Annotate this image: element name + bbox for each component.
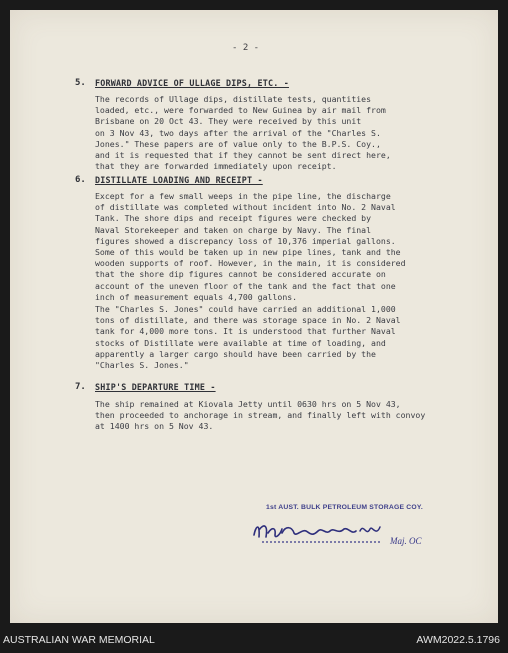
- section-7-paragraph: [95, 399, 425, 433]
- text-line: inch of measurement equals 4,700 gallons.: [95, 291, 298, 302]
- text-line: The ship remained at Kiovala Jetty until 0630 hrs on 5 Nov 43,: [95, 399, 401, 409]
- text-line: Some of this would be taken up in new pipe lines, tank and the: [95, 247, 401, 258]
- text-line: on 3 Nov 43, two days after the arrival of the "Charles S.: [95, 127, 381, 138]
- text-line: Tank. The shore dips and receipt figures were checked by: [95, 213, 372, 224]
- section-6-paragraph-2: [95, 304, 401, 371]
- section-7-number: 7.: [75, 382, 86, 392]
- section-6-paragraph-1: [95, 191, 406, 303]
- text-line: tank for 4,000 more tons. It is understood that further Naval: [95, 326, 396, 337]
- section-6-number: 6.: [75, 175, 86, 185]
- section-6-heading: DISTILLATE LOADING AND RECEIPT -: [95, 175, 263, 185]
- accession-number: AWM2022.5.1796: [416, 634, 500, 646]
- text-line: Brisbane on 20 Oct 43. They were received by this unit: [95, 116, 362, 127]
- text-line: of distillate was completed without incident into No. 2 Naval: [95, 202, 396, 213]
- text-line: account of the uneven floor of the tank and the fact that one: [95, 280, 396, 291]
- text-line: figures showed a discrepancy loss of 10,376 imperial gallons.: [95, 235, 396, 246]
- text-line: and it is requested that if they cannot be sent direct here,: [95, 150, 391, 161]
- institution-label: AUSTRALIAN WAR MEMORIAL: [3, 634, 155, 646]
- signature-rank: Maj. OC: [390, 536, 422, 546]
- text-line: tons of distillate, and there was storage space in No. 2 Naval: [95, 315, 401, 326]
- text-line: Jones." These papers are of value only to the B.P.S. Coy.,: [95, 138, 381, 149]
- text-line: The records of Ullage dips, distillate tests, quantities: [95, 94, 372, 104]
- unit-stamp: 1st AUST. BULK PETROLEUM STORAGE COY.: [266, 504, 423, 511]
- text-line: that they are forwarded immediately upon receipt.: [95, 161, 337, 172]
- document-page: [10, 10, 498, 623]
- text-line: Naval Storekeeper and taken on charge by Navy. The final: [95, 224, 372, 235]
- text-line: then proceeded to anchorage in stream, and finally left with convoy: [95, 410, 426, 421]
- section-5-number: 5.: [75, 78, 86, 88]
- signature: [242, 515, 432, 551]
- section-5-paragraph: [95, 94, 391, 172]
- text-line: Except for a few small weeps in the pipe line, the discharge: [95, 191, 391, 201]
- section-7-heading: SHIP'S DEPARTURE TIME -: [95, 382, 216, 392]
- text-line: that the shore dip figures cannot be considered accurate on: [95, 269, 386, 280]
- section-5-heading: FORWARD ADVICE OF ULLAGE DIPS, ETC. -: [95, 78, 289, 88]
- text-line: at 1400 hrs on 5 Nov 43.: [95, 421, 214, 432]
- text-line: "Charles S. Jones.": [95, 360, 189, 371]
- text-line: wooden supports of roof. However, in the main, it is considered: [95, 258, 406, 269]
- page-number: - 2 -: [232, 43, 260, 53]
- text-line: stocks of Distillate were available at time of loading, and: [95, 337, 386, 348]
- text-line: apparently a larger cargo should have been carried by the: [95, 348, 376, 359]
- text-line: The "Charles S. Jones" could have carried an additional 1,000: [95, 304, 396, 314]
- text-line: loaded, etc., were forwarded to New Guinea by air mail from: [95, 105, 386, 116]
